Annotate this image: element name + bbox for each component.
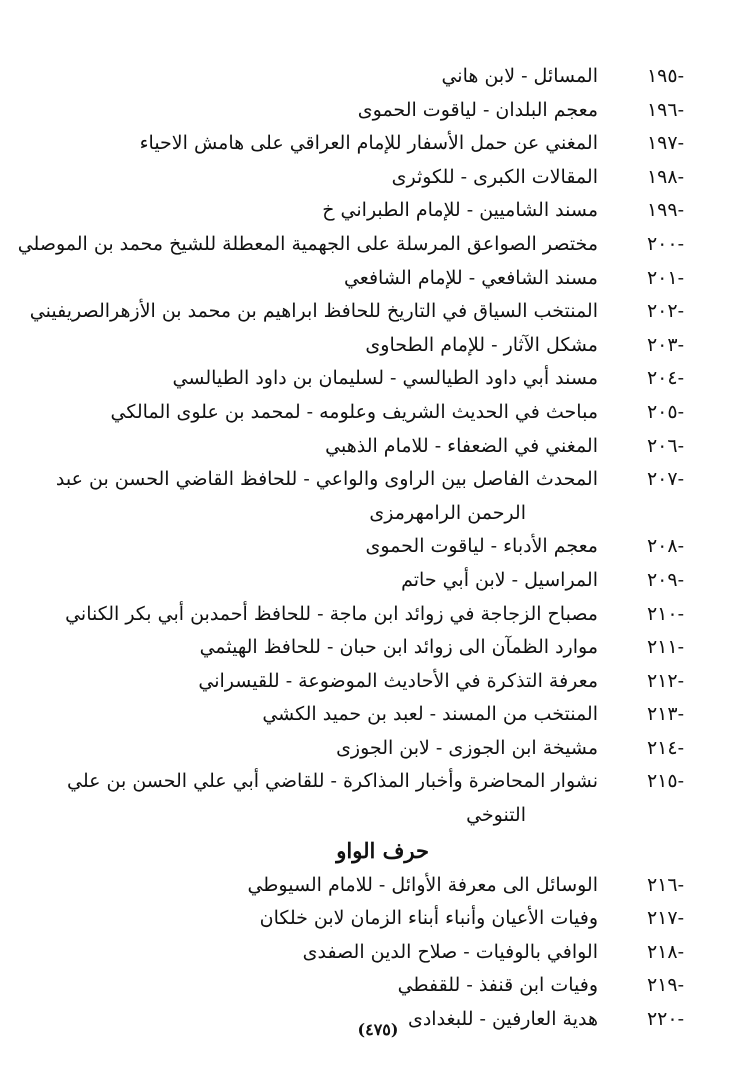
list-item [60, 362, 684, 396]
entry-text: نشوار المحاضرة وأخبار المذاكرة - للقاضي أبي علي الحسن بن علي [67, 770, 598, 793]
list-item [55, 463, 684, 497]
entry-text: المسائل - لابن هاني [441, 65, 598, 87]
entry-text: مسند الشاميين - للإمام الطبراني خ [322, 199, 598, 222]
entry-number: -١٩٦ [646, 98, 684, 121]
entry-number: -٢٠٨ [646, 535, 684, 558]
entry-text: المنتخب السياق في التاريخ للحافظ ابراهيم بن محمد بن الأزهرالصريفيني [29, 300, 598, 323]
entry-number: -١٩٨ [646, 165, 684, 188]
list-item [60, 869, 684, 903]
entry-number: -١٩٧ [646, 132, 684, 155]
entry-text: وفيات ابن قنفذ - للقفطي [397, 974, 598, 997]
entry-text: معرفة التذكرة في الأحاديث الموضوعة - للقيسراني [198, 669, 598, 692]
list-item [60, 732, 684, 766]
entry-number: -٢٠٠ [646, 232, 684, 255]
entry-text: المغني في الضعفاء - للامام الذهبي [325, 434, 598, 457]
list-item [60, 60, 684, 94]
entry-text: مشكل الآثار - للإمام الطحاوى [365, 333, 598, 356]
list-item [60, 936, 684, 970]
page-number: (٤٧٥) [357, 1020, 399, 1039]
entry-text: وفيات الأعيان وأنباء أبناء الزمان لابن خلكان [259, 907, 598, 930]
list-item [60, 194, 684, 228]
entry-text: مباحث في الحديث الشريف وعلومه - لمحمد بن علوى المالكي [110, 400, 598, 423]
list-item [60, 969, 684, 1003]
entry-number: -٢١٦ [646, 873, 684, 896]
list-item [60, 396, 684, 430]
entry-text: مسند أبي داود الطيالسي - لسليمان بن داود الطيالسي [172, 367, 598, 390]
entry-number: -٢١٠ [646, 602, 684, 625]
entry-number: -١٩٩ [646, 199, 684, 222]
entry-number: -٢٠٦ [646, 434, 684, 457]
entry-number: -٢١٢ [646, 669, 684, 692]
entry-text: المنتخب من المسند - لعبد بن حميد الكشي [262, 703, 598, 726]
entry-text: المقالات الكبرى - للكوثرى [391, 165, 598, 188]
entries-part2 [60, 869, 684, 1037]
entry-text: معجم الأدباء - لياقوت الحموى [365, 535, 598, 558]
entry-text: هدية العارفين - للبغدادى [407, 1008, 598, 1031]
entries-part1 [17, 60, 684, 833]
entry-continuation: التنوخي [466, 804, 526, 827]
entry-number: -٢٠٤ [646, 367, 684, 390]
list-item [60, 564, 684, 598]
entry-text: الوافي بالوفيات - صلاح الدين الصفدى [302, 940, 598, 963]
entry-number: -٢١٧ [646, 907, 684, 930]
list-item [60, 329, 684, 363]
list-item [60, 161, 684, 195]
entry-number: -٢٠٩ [646, 568, 684, 591]
entry-number: -٢١٩ [646, 974, 684, 997]
list-item [60, 631, 684, 665]
list-item [60, 598, 684, 632]
entry-number: -٢٠٢ [646, 300, 684, 323]
entry-text: موارد الظمآن الى زوائد ابن حبان - للحافظ الهيثمي [199, 636, 598, 659]
entry-text: مشيخة ابن الجوزى - لابن الجوزى [336, 736, 598, 759]
entry-text: المراسيل - لابن أبي حاتم [401, 568, 598, 591]
entry-text: معجم البلدان - لياقوت الحموى [357, 98, 598, 121]
list-item [60, 530, 684, 564]
list-item [60, 902, 684, 936]
entry-number: -٢٠٣ [646, 333, 684, 356]
entry-number: -٢١٤ [646, 736, 684, 759]
entry-number: -٢١٨ [646, 940, 684, 963]
list-item [60, 765, 684, 799]
entry-continuation: الرحمن الرامهرمزى [369, 501, 526, 524]
entry-number: -٢١٣ [646, 703, 684, 726]
entry-number: -١٩٥ [646, 65, 684, 87]
list-item [17, 228, 684, 262]
section-heading: حرف الواو [336, 837, 429, 863]
entry-number: -٢٠١ [646, 266, 684, 289]
entry-number: -٢١٥ [646, 770, 684, 793]
list-item [60, 430, 684, 464]
bibliography-list [17, 60, 684, 1037]
entry-text: مسند الشافعي - للإمام الشافعي [343, 266, 598, 289]
list-item [60, 94, 684, 128]
entry-number: -٢٠٥ [646, 400, 684, 423]
list-item [60, 698, 684, 732]
entry-text: المحدث الفاصل بين الراوى والواعي - للحافظ القاضي الحسن بن عبد [55, 468, 598, 491]
entry-text: الوسائل الى معرفة الأوائل - للامام السيوطي [247, 873, 598, 896]
entry-text: مختصر الصواعق المرسلة على الجهمية المعطلة للشيخ محمد بن الموصلي [17, 232, 598, 255]
list-item [29, 295, 684, 329]
entry-text: مصباح الزجاجة في زوائد ابن ماجة - للحافظ أحمدبن أبي بكر الكناني [65, 602, 598, 625]
entry-number: -٢٠٧ [646, 468, 684, 491]
list-item [60, 262, 684, 296]
entry-number: -٢٢٠ [646, 1008, 684, 1031]
entry-number: -٢١١ [646, 636, 684, 659]
list-item [60, 127, 684, 161]
entry-text: المغني عن حمل الأسفار للإمام العراقي على هامش الاحياء [139, 132, 598, 155]
list-item [60, 665, 684, 699]
